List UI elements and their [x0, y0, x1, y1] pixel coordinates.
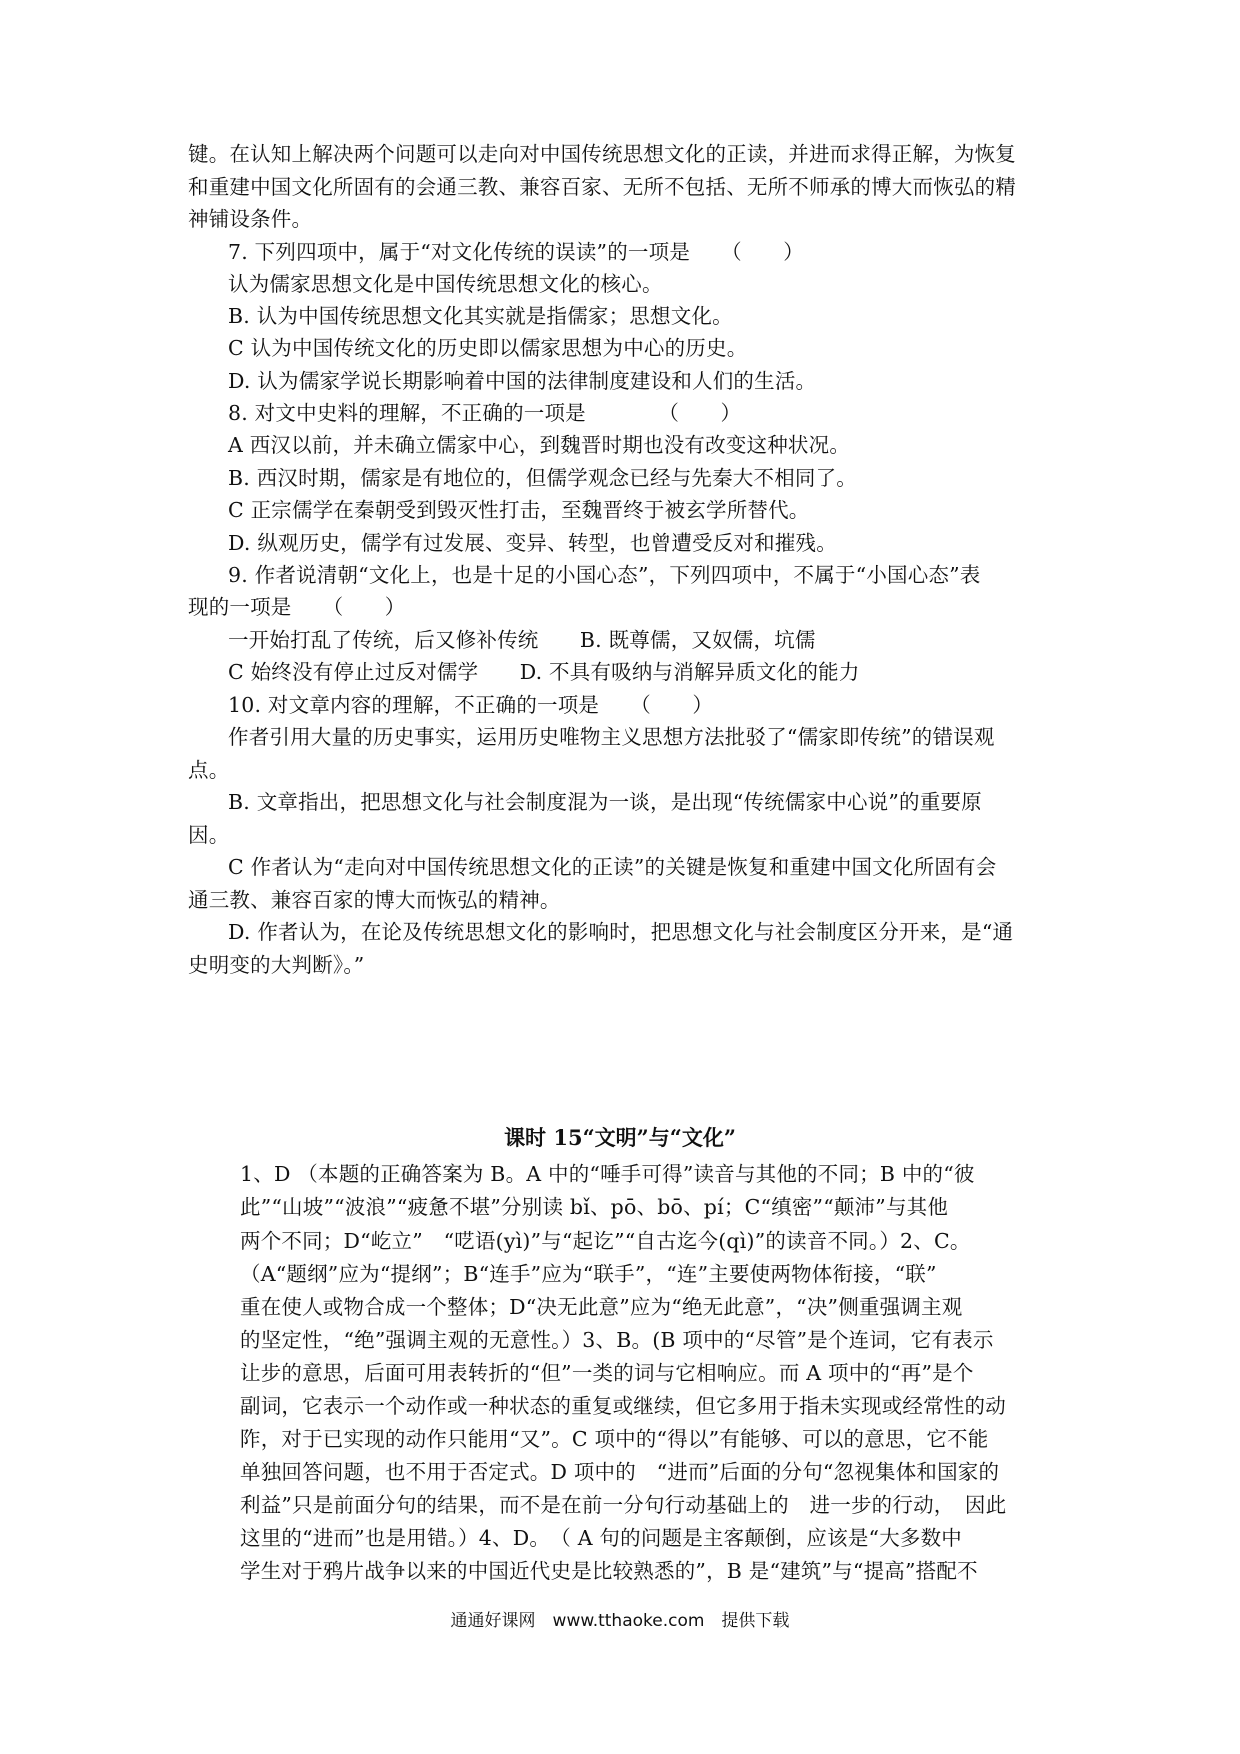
page-footer: 通通好课网 www.tthaoke.com 提供下载 — [450, 1611, 790, 1631]
option-c: C 作者认为“走向对中国传统思想文化的正读”的关键是恢复和重建中国文化所固有会 — [228, 855, 997, 879]
answer-line: 阼，对于已实现的动作只能用“又”。C 项中的“得以”有能够、可以的意思，它不能 — [240, 1427, 989, 1451]
passage-line: 键。在认知上解决两个问题可以走向对中国传统思想文化的正读，并进而求得正解，为恢复 — [188, 142, 1016, 166]
question-7: 7. 下列四项中，属于“对文化传统的误读”的一项是 （ ） — [228, 240, 804, 264]
section-title: 课时 15“文明”与“文化” — [504, 1125, 736, 1150]
answer-line: 让步的意思，后面可用表转折的“但”一类的词与它相响应。而 A 项中的“再”是个 — [240, 1361, 974, 1385]
passage-line: 和重建中国文化所固有的会通三教、兼容百家、无所不包括、无所不师承的博大而恢弘的精 — [188, 175, 1016, 199]
options-c-d: C 始终没有停止过反对儒学 D. 不具有吸纳与消解异质文化的能力 — [228, 660, 860, 684]
answer-line: 这里的“进而”也是用错。）4、D。 （ A 句的问题是主客颠倒，应该是“大多数中 — [240, 1526, 963, 1550]
answer-line: （A“题纲”应为“提纲”；B“连手”应为“联手”，“连”主要使两物体衔接，“联” — [240, 1262, 937, 1286]
question-9: 9. 作者说清朝“文化上，也是十足的小国心态”，下列四项中，不属于“小国心态”表 — [228, 563, 981, 587]
answer-line: 两个不同；D“屹立” “呓语(yì)”与“起讫”“自古迄今(qì)”的读音不同。）2、C。 — [240, 1229, 971, 1253]
options-a-b: 一开始打乱了传统，后又修补传统 B. 既尊儒，又奴儒，坑儒 — [228, 628, 816, 652]
option-a: A 西汉以前，并未确立儒家中心，到魏晋时期也没有改变这种状况。 — [228, 433, 851, 457]
option-d-continued: 史明变的大判断》。” — [188, 953, 365, 977]
option-c-continued: 通三教、兼容百家的博大而恢弘的精神。 — [188, 888, 561, 912]
option-a: 作者引用大量的历史事实，运用历史唯物主义思想方法批驳了“儒家即传统”的错误观 — [228, 725, 995, 749]
answer-line: 单独回答问题，也不用于否定式。D 项中的 “进而”后面的分句“忽视集体和国家的 — [240, 1460, 1000, 1484]
answer-line: 1、D （本题的正确答案为 B。A 中的“唾手可得”读音与其他的不同；B 中的“彼 — [240, 1162, 975, 1186]
passage-line: 神铺设条件。 — [188, 207, 313, 231]
option-b: B. 文章指出，把思想文化与社会制度混为一谈，是出现“传统儒家中心说”的重要原 — [228, 790, 982, 814]
option-a-continued: 点。 — [188, 758, 230, 782]
answer-line: 此”“山坡”“波浪”“疲惫不堪”分别读 bǐ、pō、bō、pí；C“缜密”“颠沛”与其他 — [240, 1195, 949, 1219]
option-c: C 正宗儒学在秦朝受到毁灭性打击，至魏晋终于被玄学所替代。 — [228, 498, 810, 522]
option-a: 认为儒家思想文化是中国传统思想文化的核心。 — [228, 272, 663, 296]
option-b: B. 认为中国传统思想文化其实就是指儒家；思想文化。 — [228, 304, 733, 328]
answer-line: 重在使人或物合成一个整体；D“决无此意”应为“绝无此意”，“决”侧重强调主观 — [240, 1295, 963, 1319]
answer-line: 利益”只是前面分句的结果，而不是在前一分句行动基础上的 进一步的行动， 因此 — [240, 1493, 1007, 1517]
question-10: 10. 对文章内容的理解，不正确的一项是 （ ） — [228, 693, 714, 717]
answer-line: 副词，它表示一个动作或一种状态的重复或继续，但它多用于指未实现或经常性的动 — [240, 1394, 1006, 1418]
option-b: B. 西汉时期，儒家是有地位的，但儒学观念已经与先秦大不相同了。 — [228, 466, 857, 490]
answer-line: 学生对于鸦片战争以来的中国近代史是比较熟悉的”，B 是“建筑”与“提高”搭配不 — [240, 1559, 978, 1583]
option-c: C 认为中国传统文化的历史即以儒家思想为中心的历史。 — [228, 336, 748, 360]
answer-line: 的坚定性，“绝”强调主观的无意性。）3、B。(B 项中的“尽管”是个连词，它有表示 — [240, 1328, 994, 1352]
question-8: 8. 对文中史料的理解，不正确的一项是 （ ） — [228, 401, 742, 425]
option-d: D. 纵观历史，儒学有过发展、变异、转型，也曾遭受反对和摧残。 — [228, 531, 837, 555]
option-d: D. 作者认为，在论及传统思想文化的影响时，把思想文化与社会制度区分开来，是“通 — [228, 920, 1014, 944]
option-d: D. 认为儒家学说长期影响着中国的法律制度建设和人们的生活。 — [228, 369, 817, 393]
option-b-continued: 因。 — [188, 823, 230, 847]
question-9-continued: 现的一项是 （ ） — [188, 595, 406, 619]
